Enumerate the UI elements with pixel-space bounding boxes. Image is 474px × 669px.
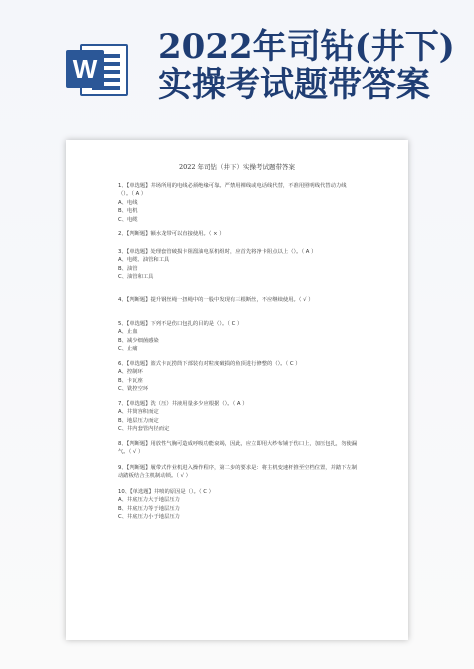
option: A、电缆、油管和工具 (118, 257, 170, 264)
question-1 (118, 182, 358, 224)
document-preview[interactable] (66, 140, 408, 640)
question-stem: 10、【单选题】井喷的原因是（）。（ C ） (118, 489, 214, 495)
option: C、止痛 (118, 346, 138, 353)
question-3 (118, 248, 358, 282)
question-2 (118, 230, 358, 238)
option: A、井筒容积而定 (118, 409, 159, 416)
question-10 (118, 488, 358, 522)
option: A、控制环 (118, 369, 143, 376)
option: B、油管 (118, 265, 138, 272)
question-stem: 8、【判断题】用放性气胸可造成呼吸功能衰竭，因此，应立即用大纱布铺于伤口上，加压包扎，勿使漏气。（ √ ） (118, 441, 358, 456)
word-icon-letter: W (66, 50, 104, 88)
question-5 (118, 320, 358, 354)
option: C、铣控空环 (118, 386, 149, 393)
option: B、地层压力而定 (118, 417, 159, 424)
option: B、减少细菌感染 (118, 337, 159, 344)
option: C、油管和工具 (118, 274, 154, 281)
option: C、电缆 (118, 216, 138, 223)
question-stem: 7、【单选题】洗（压）井液用量多少应根据（）。（ A ） (118, 401, 248, 407)
question-stem: 2、【判断题】额水龙带可以直接使用。（ × ） (118, 231, 225, 237)
document-title: 2022 年司钻（井下）实操考试题带答案 (178, 163, 296, 171)
option: B、卡瓦座 (118, 377, 143, 384)
question-stem: 5、【单选题】下列不是伤口包扎的目的是（）。（ C ） (118, 321, 243, 327)
question-stem: 6、【单选题】篮式卡瓦捞筒下部装有对粒度破损的鱼顶进行修整的（）。（ C ） (118, 361, 301, 367)
question-9 (118, 464, 358, 481)
question-stem: 1、【单选题】井场所用的电线必须绝缘可靠。严禁用裸线或电话线代替，不准用照明线代替动力线（）。（ A ） (118, 183, 347, 198)
option: A、电线 (118, 199, 138, 206)
option: B、井底压力等于地层压力 (118, 505, 180, 512)
option: C、井内套管内径而定 (118, 426, 170, 433)
option: A、井底压力大于地层压力 (118, 497, 180, 504)
question-stem: 3、【单选题】处理套管破损卡阻溜油电泵机组时，应首先将净卡阻点以上（）。（ A ） (118, 249, 317, 255)
option: B、电机 (118, 208, 138, 215)
banner-title: 2022年司钻(井下)实操考试题带答案 (158, 27, 455, 105)
option: A、止血 (118, 329, 138, 336)
question-4 (118, 296, 358, 304)
word-icon (66, 40, 128, 98)
option: C、井底压力小于地层压力 (118, 514, 180, 521)
question-stem: 9、【判断题】履带式作业机进入操作程序，第二步的要求是：将主机变速杆推至空档位置，并踏下左制动踏板结合主机制动锁。（ √ ） (118, 465, 358, 480)
question-7 (118, 400, 358, 434)
question-stem: 4、【判断题】提升钢丝绳一扭绳中的一股中发现有三根断丝，不应继续使用。（ √ ） (118, 297, 314, 303)
question-6 (118, 360, 358, 394)
question-8 (118, 440, 358, 457)
